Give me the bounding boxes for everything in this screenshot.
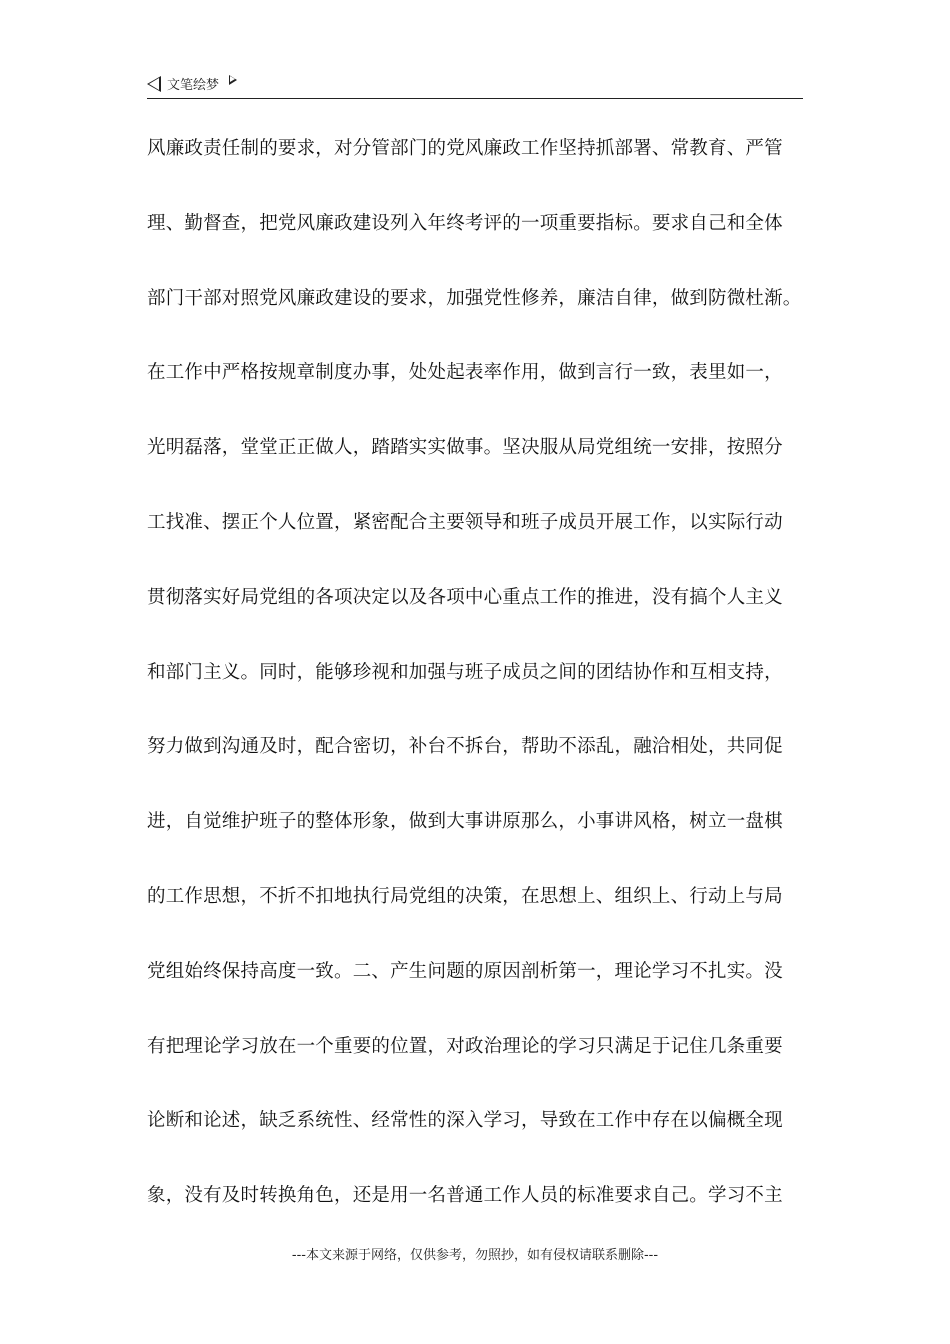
triangle-right-outline-icon	[229, 75, 237, 85]
body-line: 象，没有及时转换角色，还是用一名普通工作人员的标准要求自己。学习不主	[147, 1185, 783, 1207]
body-line: 在工作中严格按规章制度办事，处处起表率作用，做到言行一致，表里如一，	[147, 362, 783, 384]
body-line: 风廉政责任制的要求，对分管部门的党风廉政工作坚持抓部署、常教育、严管	[147, 138, 783, 159]
body-line: 论断和论述，缺乏系统性、经常性的深入学习，导致在工作中存在以偏概全现	[147, 1110, 783, 1132]
body-line: 和部门主义。同时，能够珍视和加强与班子成员之间的团结协作和互相支持，	[147, 661, 783, 683]
header-title-group	[147, 74, 237, 93]
body-line: 党组始终保持高度一致。二、产生问题的原因剖析第一，理论学习不扎实。没	[147, 960, 783, 982]
body-line: 贯彻落实好局党组的各项决定以及各项中心重点工作的推进，没有搞个人主义	[147, 586, 783, 608]
document-body	[147, 132, 812, 1254]
body-line: 的工作思想，不折不扣地执行局党组的决策，在思想上、组织上、行动上与局	[147, 885, 783, 907]
body-line: 理、勤督查，把党风廉政建设列入年终考评的一项重要指标。要求自己和全体	[147, 212, 783, 234]
body-line: 部门干部对照党风廉政建设的要求，加强党性修养，廉洁自律，做到防微杜渐。	[147, 287, 802, 309]
body-line: 进，自觉维护班子的整体形象，做到大事讲原那么，小事讲风格，树立一盘棋	[147, 811, 783, 833]
body-line: 光明磊落，堂堂正正做人，踏踏实实做事。坚决服从局党组统一安排，按照分	[147, 437, 783, 459]
page-footer: ---本文来源于网络，仅供参考，勿照抄，如有侵权请联系删除---	[291, 1248, 659, 1263]
body-line: 有把理论学习放在一个重要的位置，对政治理论的学习只满足于记住几条重要	[147, 1035, 783, 1057]
triangle-left-outline-icon	[147, 76, 161, 92]
header-title: 文笔绘梦	[167, 78, 220, 93]
page-header	[147, 72, 803, 99]
body-line: 工找准、摆正个人位置，紧密配合主要领导和班子成员开展工作，以实际行动	[147, 511, 783, 533]
body-line: 努力做到沟通及时，配合密切，补台不拆台，帮助不添乱，融洽相处，共同促	[147, 736, 783, 758]
